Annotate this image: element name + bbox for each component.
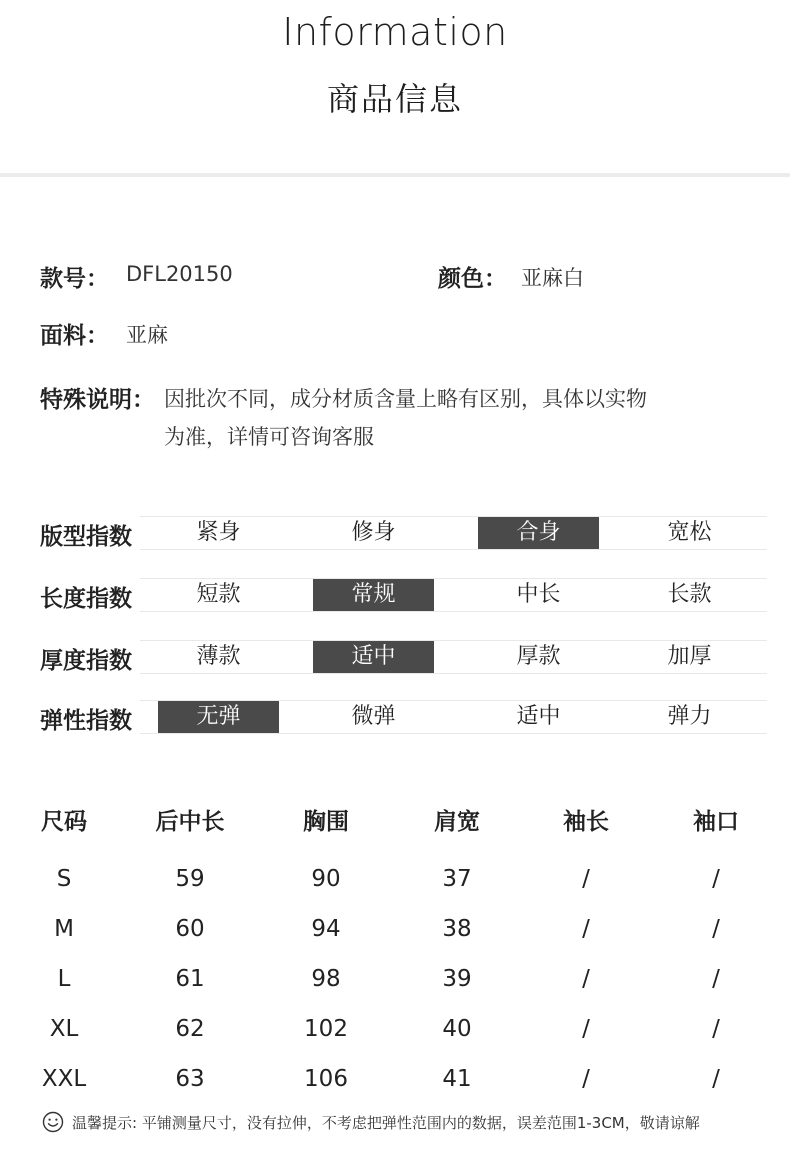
table-cell: /: [582, 1066, 590, 1092]
table-cell: /: [712, 966, 720, 992]
table-cell: S: [56, 866, 72, 892]
index-option: 宽松: [667, 520, 712, 545]
fabric-value: 亚麻: [126, 323, 168, 347]
index-option-selected: 适中: [313, 641, 434, 673]
size-table-header: 袖长: [563, 809, 609, 835]
table-cell: 98: [311, 966, 341, 992]
index-option: 紧身: [196, 520, 241, 545]
table-cell: 94: [311, 916, 341, 942]
index-option: 长款: [667, 582, 712, 607]
length-index-label: 长度指数: [40, 586, 132, 612]
table-cell: 61: [175, 966, 205, 992]
index-option-selected: 无弹: [158, 701, 279, 733]
index-option: 中长: [516, 582, 561, 607]
table-cell: 38: [442, 916, 472, 942]
table-cell: XXL: [41, 1066, 87, 1092]
special-note-line-2: 为准，详情可咨询客服: [164, 425, 374, 449]
table-cell: 62: [175, 1016, 205, 1042]
elasticity-index-label: 弹性指数: [40, 708, 132, 734]
table-cell: /: [712, 916, 720, 942]
smiley-icon: [42, 1111, 64, 1133]
size-table-header: 后中长: [155, 809, 225, 835]
size-table-header: 袖口: [693, 809, 739, 835]
table-cell: /: [712, 866, 720, 892]
table-cell: 59: [175, 866, 205, 892]
table-cell: XL: [49, 1016, 79, 1042]
fabric-label: 面料：: [40, 323, 109, 349]
size-table-header: 胸围: [303, 809, 349, 835]
table-cell: /: [582, 1016, 590, 1042]
size-table-header: 肩宽: [434, 809, 480, 835]
color-label: 颜色：: [438, 266, 507, 292]
table-cell: 60: [175, 916, 205, 942]
size-table-header: 尺码: [41, 809, 87, 835]
table-cell: 37: [442, 866, 472, 892]
page-title-cn: 商品信息: [326, 80, 463, 118]
table-cell: 41: [442, 1066, 472, 1092]
color-value: 亚麻白: [521, 266, 584, 290]
index-option: 加厚: [667, 644, 712, 669]
table-cell: 102: [304, 1016, 348, 1042]
tip-text: 温馨提示: 平铺测量尺寸，没有拉伸，不考虑把弹性范围内的数据，误差范围1-3CM，敬请谅解: [72, 1114, 700, 1132]
special-note-line-1: 因批次不同，成分材质含量上略有区别，具体以实物: [164, 387, 647, 411]
table-cell: 40: [442, 1016, 472, 1042]
index-option-selected: 合身: [478, 517, 599, 549]
table-cell: 39: [442, 966, 472, 992]
thickness-index-scale: [140, 640, 767, 674]
length-index-scale: [140, 578, 767, 612]
table-cell: /: [582, 916, 590, 942]
page-title-en: Information: [282, 10, 508, 54]
fit-index-label: 版型指数: [40, 524, 132, 550]
index-option: 厚款: [516, 644, 561, 669]
fit-index-scale: [140, 516, 767, 550]
table-cell: 90: [311, 866, 341, 892]
table-cell: 63: [175, 1066, 205, 1092]
table-cell: 106: [304, 1066, 348, 1092]
index-option: 弹力: [667, 704, 712, 729]
table-cell: /: [582, 866, 590, 892]
style-number-value: DFL20150: [126, 262, 233, 286]
index-option: 微弹: [351, 704, 396, 729]
table-cell: /: [712, 1066, 720, 1092]
index-option: 短款: [196, 582, 241, 607]
elasticity-index-scale: [140, 700, 767, 734]
index-option: 薄款: [196, 644, 241, 669]
index-option-selected: 常规: [313, 579, 434, 611]
table-cell: L: [57, 966, 71, 992]
thickness-index-label: 厚度指数: [40, 648, 132, 674]
table-cell: /: [712, 1016, 720, 1042]
index-option: 修身: [351, 520, 396, 545]
special-note-label: 特殊说明：: [40, 387, 155, 413]
table-cell: M: [54, 916, 74, 942]
index-option: 适中: [516, 704, 561, 729]
header-divider: [0, 173, 790, 177]
style-number-label: 款号：: [40, 266, 109, 292]
table-cell: /: [582, 966, 590, 992]
